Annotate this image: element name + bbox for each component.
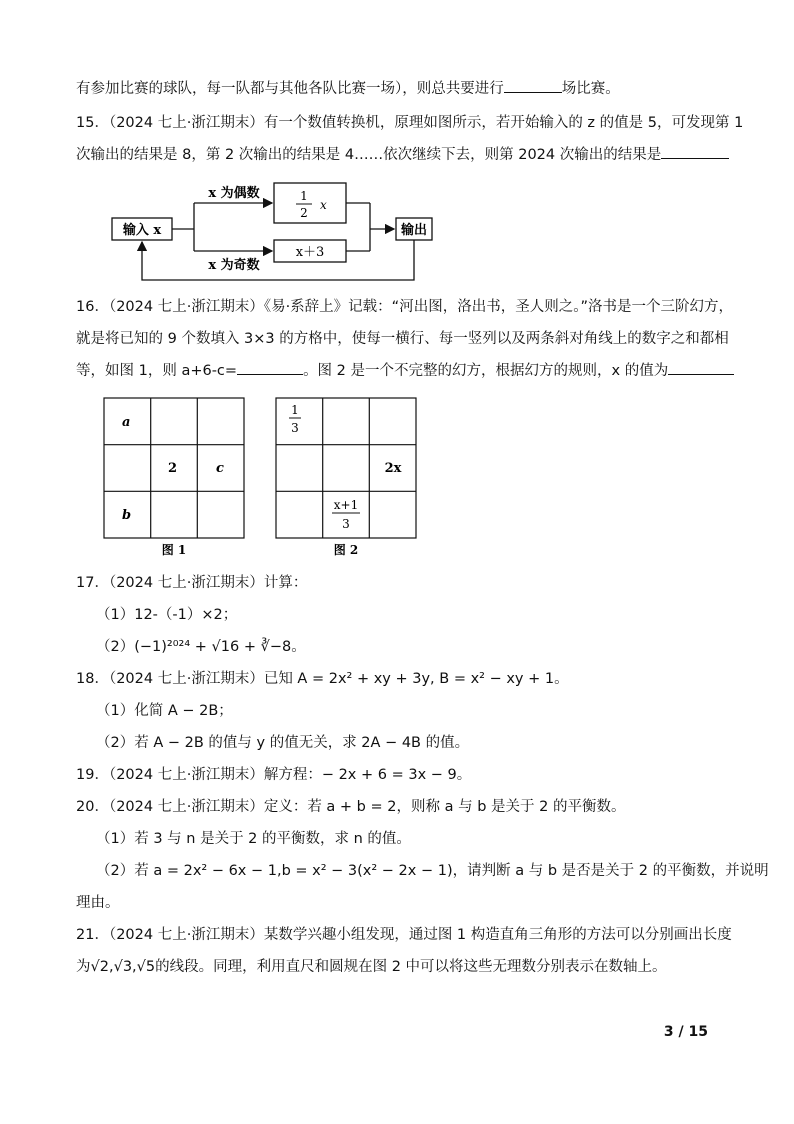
answer-blank — [504, 78, 562, 93]
q16-line3: 等，如图 1，则 a+6-c= 。图 2 是一个不完整的幻方，根据幻方的规则，x 的值为 — [76, 360, 734, 382]
page-number: 3 / 15 — [663, 1024, 708, 1040]
q17-title: 17．（2024 七上·浙江期末）计算： — [76, 575, 308, 591]
fig2-caption: 图 2 — [333, 543, 359, 557]
answer-blank — [668, 360, 734, 375]
fig2-xp1: x+1 — [333, 498, 359, 512]
fig1-two: 2 — [168, 461, 178, 476]
magic-square-figures — [100, 394, 424, 564]
input-label: 输入 x — [122, 223, 162, 238]
answer-blank — [661, 144, 729, 159]
q18-title: 18．（2024 七上·浙江期末）已知 A = 2x² + xy + 3y, B = x² − xy + 1。 — [76, 671, 569, 687]
q21-line2: 为√2,√3,√5的线段。同理，利用直尺和圆规在图 2 中可以将这些无理数分别表示在数轴上。 — [76, 959, 667, 975]
q15-line2: 次输出的结果是 8，第 2 次输出的结果是 4……依次继续下去，则第 2024 次输出的结果是 — [76, 144, 729, 166]
q16-line1: 16．（2024 七上·浙江期末）《易·系辞上》记载：“河出图，洛出书，圣人则之。”洛书是一个三阶幻方， — [76, 299, 733, 315]
fig1-c: c — [216, 461, 224, 476]
q17-part1: （1）12-（-1）×2； — [96, 607, 238, 623]
half-var: x — [320, 198, 327, 212]
q15-line1: 15．（2024 七上·浙江期末）有一个数值转换机，原理如图所示，若开始输入的 z 的值是 5，可发现第 1 — [76, 115, 744, 131]
q20-part1: （1）若 3 与 n 是关于 2 的平衡数，求 n 的值。 — [96, 831, 411, 847]
even-label: x 为偶数 — [208, 186, 260, 201]
fig2-2x: 2x — [384, 461, 402, 476]
q16-line2: 就是将已知的 9 个数填入 3×3 的方格中，使每一横行、每一竖列以及两条斜对角线上的数字之和都相 — [76, 331, 729, 347]
fig2-num: 1 — [291, 403, 299, 417]
q20-title: 20．（2024 七上·浙江期末）定义：若 a + b = 2，则称 a 与 b 是关于 2 的平衡数。 — [76, 799, 626, 815]
fig1-b: b — [122, 508, 132, 523]
fig2-den: 3 — [291, 421, 299, 435]
q20-part2-cont: 理由。 — [76, 895, 120, 911]
q17-part2: （2）(−1)²⁰²⁴ + √16 + ∛−8。 — [96, 639, 306, 655]
q18-part2: （2）若 A − 2B 的值与 y 的值无关，求 2A − 4B 的值。 — [96, 735, 470, 751]
fig2-den2: 3 — [342, 517, 350, 531]
odd-label: x 为奇数 — [208, 258, 260, 273]
fig1-a: a — [122, 415, 131, 430]
fig1-caption: 图 1 — [161, 543, 187, 557]
half-box — [274, 183, 346, 223]
q18-part1: （1）化简 A − 2B； — [96, 703, 233, 719]
q21-line1: 21．（2024 七上·浙江期末）某数学兴趣小组发现，通过图 1 构造直角三角形的方法可以分别画出长度 — [76, 927, 732, 943]
half-den: 2 — [300, 206, 308, 220]
q14-tail: 有参加比赛的球队，每一队都与其他各队比赛一场），则总共要进行 场比赛。 — [76, 78, 620, 100]
output-label: 输出 — [400, 223, 428, 238]
plus-label: x＋3 — [295, 245, 325, 260]
half-num: 1 — [300, 189, 308, 203]
flowchart — [108, 178, 438, 286]
q20-part2: （2）若 a = 2x² − 6x − 1,b = x² − 3(x² − 2x − 1)，请判断 a 与 b 是否是关于 2 的平衡数，并说明 — [96, 863, 769, 879]
q19-title: 19．（2024 七上·浙江期末）解方程：− 2x + 6 = 3x − 9。 — [76, 767, 472, 783]
answer-blank — [237, 360, 303, 375]
